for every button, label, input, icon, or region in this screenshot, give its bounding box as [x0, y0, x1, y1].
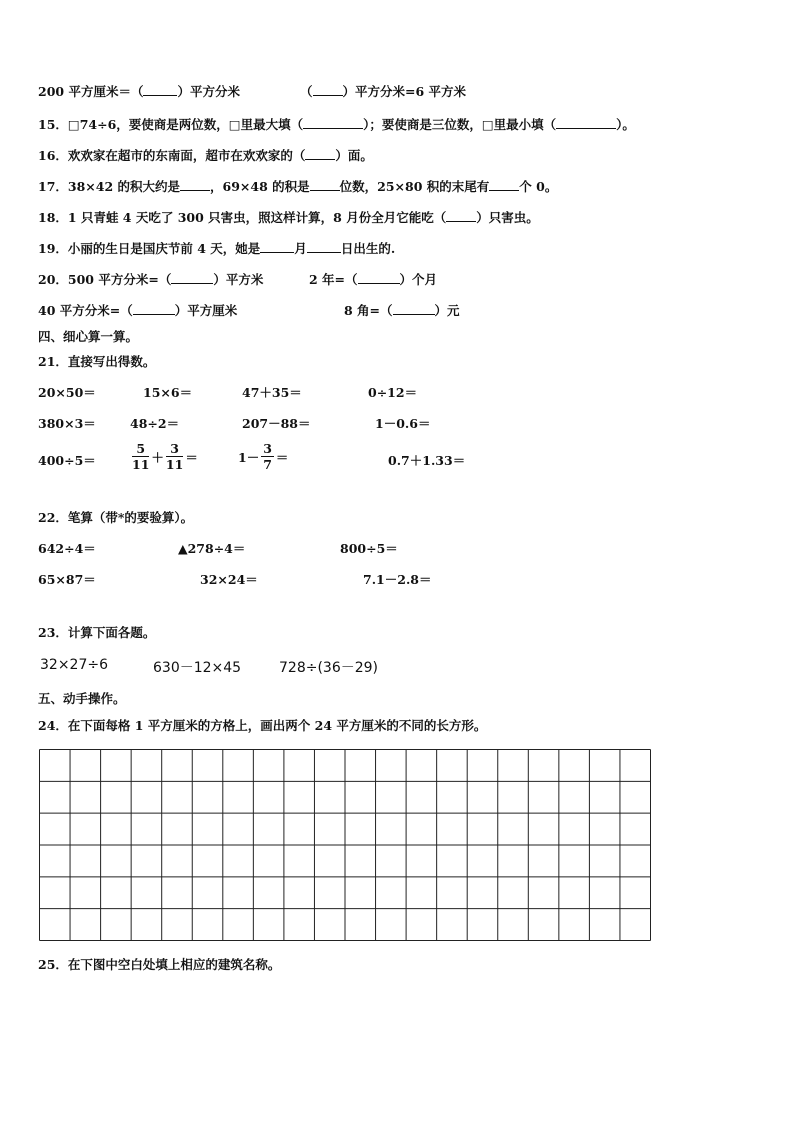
question-text: 15．□74÷6，要使商是两位数，□里最大填（: [38, 117, 304, 132]
question-text: ）；要使商是三位数，□里最小填（: [363, 117, 557, 132]
denominator: 11: [165, 457, 184, 472]
question-20-a: [38, 271, 263, 288]
q22-expr: ▲278÷4＝: [178, 541, 246, 556]
question-25-title: 25．在下图中空白处填上相应的建筑名称。: [38, 957, 281, 972]
q23-expr: 32×27÷6: [40, 657, 108, 673]
q22-expr: 642÷4＝: [38, 541, 96, 556]
q21-fraction-expr: [238, 441, 288, 472]
question-20-d: [344, 302, 460, 319]
section-4-heading: 四、细心算一算。: [38, 329, 139, 344]
q23-expr: 630－12×45: [153, 660, 242, 676]
question-19: [38, 240, 395, 257]
q21-expr: 48÷2＝: [130, 416, 180, 431]
answer-blank[interactable]: [303, 116, 363, 129]
question-text: ）。: [616, 117, 635, 132]
question-23-title: 23．计算下面各题。: [38, 625, 156, 640]
answer-blank[interactable]: [310, 178, 340, 191]
question-text: ）个月: [399, 272, 438, 287]
question-text: 月: [294, 241, 307, 256]
question-text: 17．38×42 的积大约是: [38, 179, 181, 194]
q21-fraction-expr: [130, 441, 198, 472]
question-text: ，69×48 的积是: [210, 179, 310, 194]
answer-blank[interactable]: [180, 178, 210, 191]
q22-expr: 800÷5＝: [340, 541, 398, 556]
question-text: 20．500 平方分米=（: [38, 272, 172, 287]
q23-expr: 728÷(36－29): [279, 660, 379, 676]
answer-blank[interactable]: [393, 302, 435, 315]
question-text: 40 平方分米=（: [38, 303, 133, 318]
question-text: ）元: [434, 303, 460, 318]
answer-blank[interactable]: [171, 271, 213, 284]
q14-line: [38, 83, 240, 100]
answer-blank[interactable]: [556, 116, 616, 129]
question-text: 2 年=（: [309, 272, 358, 287]
question-text: ）平方厘米: [174, 303, 238, 318]
question-text: 16．欢欢家在超市的东南面，超市在欢欢家的（: [38, 148, 306, 163]
q21-expr: 400÷5＝: [38, 453, 96, 468]
question-21-title: 21．直接写出得数。: [38, 354, 156, 369]
question-text: ）平方米: [213, 272, 264, 287]
question-20-b: [309, 271, 437, 288]
q14-text: ）平方分米=6 平方米: [342, 84, 467, 99]
question-text: 18．1 只青蛙 4 天吃了 300 只害虫，照这样计算，8 月份全月它能吃（: [38, 210, 447, 225]
q22-expr: 7.1－2.8＝: [363, 572, 432, 587]
q21-expr: 0÷12＝: [368, 385, 418, 400]
question-text: 8 角=（: [344, 303, 393, 318]
answer-blank[interactable]: [313, 83, 343, 96]
denominator: 11: [132, 457, 150, 472]
answer-blank[interactable]: [307, 240, 341, 253]
question-16: [38, 147, 373, 164]
question-24-title: 24．在下面每格 1 平方厘米的方格上，画出两个 24 平方厘米的不同的长方形。: [38, 718, 487, 733]
q14-text: ）平方分米: [177, 84, 240, 99]
question-15: [38, 116, 635, 133]
answer-blank[interactable]: [143, 83, 177, 96]
square-grid[interactable]: [39, 749, 651, 941]
answer-blank[interactable]: [489, 178, 519, 191]
question-text: ）面。: [335, 148, 373, 163]
q21-expr: 47＋35＝: [242, 385, 302, 400]
q14-text: 200 平方厘米＝（: [38, 84, 144, 99]
q21-expr: 0.7＋1.33＝: [388, 453, 466, 468]
numerator: 3: [263, 441, 272, 456]
question-18: [38, 209, 539, 226]
numerator: 5: [132, 441, 149, 457]
fraction: [166, 441, 183, 472]
fraction: [261, 441, 274, 472]
question-22-title: 22．笔算（带*的要验算）。: [38, 510, 194, 525]
q22-expr: 65×87＝: [38, 572, 96, 587]
question-text: 位数，25×80 积的末尾有: [339, 179, 490, 194]
question-17: [38, 178, 557, 195]
equals: ＝: [275, 449, 289, 465]
q21-expr: 207－88＝: [242, 416, 311, 431]
denominator: 7: [263, 457, 272, 472]
equals: ＝: [185, 449, 198, 465]
fraction: [132, 441, 149, 472]
q21-expr: 1－0.6＝: [375, 416, 431, 431]
answer-blank[interactable]: [305, 147, 335, 160]
q21-expr: 15×6＝: [143, 385, 193, 400]
q21-expr: 20×50＝: [38, 385, 96, 400]
answer-blank[interactable]: [358, 271, 400, 284]
section-5-heading: 五、动手操作。: [38, 691, 126, 706]
answer-blank[interactable]: [260, 240, 294, 253]
question-20-c: [38, 302, 237, 319]
q14-line-b: [300, 83, 466, 100]
question-text: 个 0。: [519, 179, 558, 194]
whole-part: 1－: [238, 449, 260, 465]
q21-expr: 380×3＝: [38, 416, 96, 431]
operator: ＋: [151, 449, 164, 465]
numerator: 3: [166, 441, 183, 457]
answer-blank[interactable]: [446, 209, 476, 222]
q14-text: （: [300, 84, 313, 99]
question-text: 19．小丽的生日是国庆节前 4 天，她是: [38, 241, 261, 256]
answer-blank[interactable]: [133, 302, 175, 315]
question-text: 日出生的.: [340, 241, 396, 256]
question-text: ）只害虫。: [476, 210, 539, 225]
q22-expr: 32×24＝: [200, 572, 258, 587]
